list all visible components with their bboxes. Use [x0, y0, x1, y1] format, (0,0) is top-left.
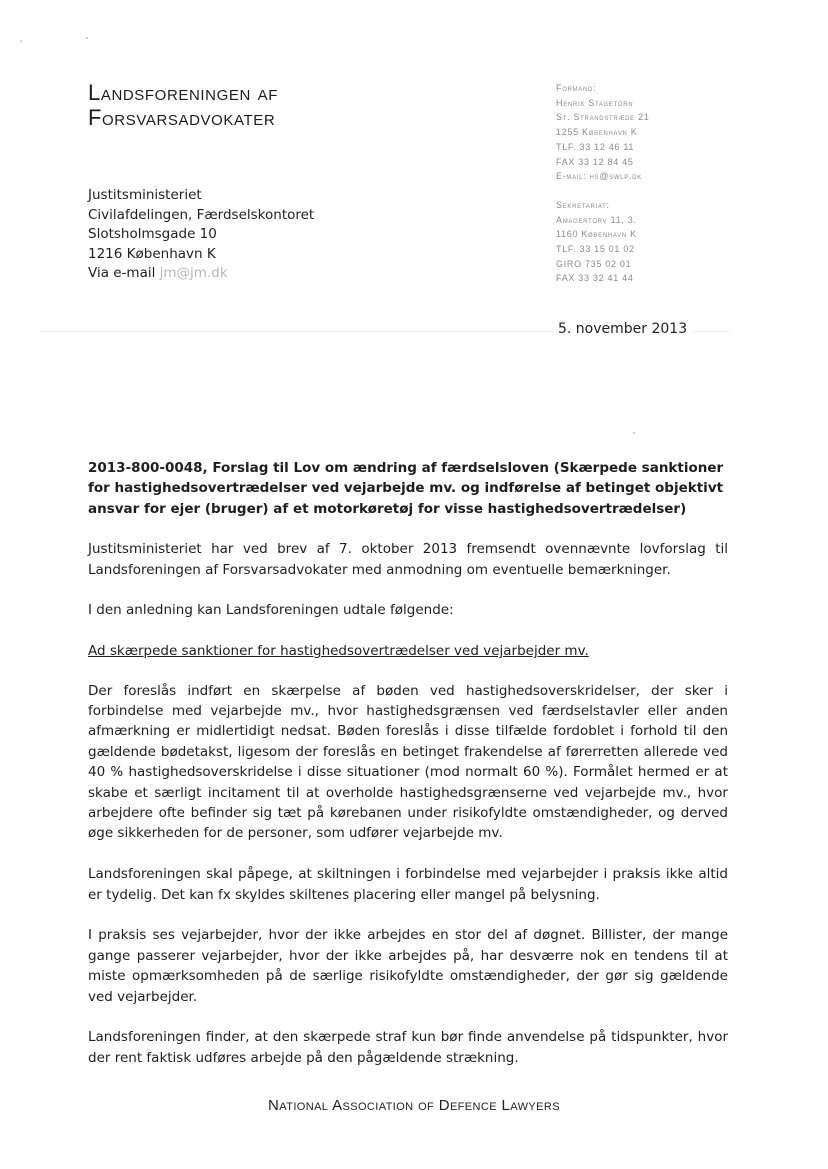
- body-paragraph-2: I den anledning kan Landsforeningen udtale følgende:: [88, 602, 454, 619]
- chair-heading: Formand:: [556, 83, 597, 93]
- recipient-email-line: [88, 264, 388, 284]
- secretariat-heading: Sekretariat:: [556, 199, 610, 210]
- email-prefix: Via e-mail: [88, 265, 160, 282]
- scan-speck: [86, 37, 88, 39]
- recipient-line3: Slotsholmsgade 10: [88, 226, 217, 243]
- body-paragraph-3: Der foreslås indført en skærpelse af bøden ved hastighedsoverskridelser, der sker i forbindelse med vejarbejde mv., hvor hastighedsgrænsen ved færdselstavler eller anden afmærkning er midlertidigt nedsat. Bøden foreslås i disse tilfælde fordoblet i forhold til den gældende bødetakst, ligesom der foreslås en betinget frakendelse af førerretten allerede ved 40 % hastighedsoverskridelse i disse situationer (mod normalt 60 %). Formålet hermed er at skabe et særligt incitament til at overholde hastighedsgrænserne ved vejarbejde mv., hvor arbejdere ofte befinder sig tæt på kørebanen under risikofyldte omstændigheder, og derved øge sikkerheden for de personer, som udfører vejarbejde mv.: [88, 682, 728, 842]
- body-paragraph-1: Justitsministeriet har ved brev af 7. oktober 2013 fremsendt ovennævnte lovforslag til Landsforeningen af Forsvarsadvokater med anmodning om eventuelle bemærkninger.: [88, 541, 728, 578]
- secretariat-phone: TLF. 33 15 01 02: [556, 244, 635, 255]
- chair-email: E-mail: hs@swlp.dk: [556, 171, 642, 182]
- contact-block: [556, 81, 756, 286]
- chair-phone: TLF. 33 12 46 11: [556, 141, 635, 152]
- letter-subject: 2013-800-0048, Forslag til Lov om ændring af færdselsloven (Skærpede sanktioner for hastighedsovertrædelser ved vejarbejde mv. og indførelse af betinget objektivt ansvar for ejer (bruger) af et motorkøretøj for visse hastighedsovertrædelser): [88, 460, 724, 517]
- scan-speck: [20, 40, 22, 42]
- secretariat-fax: FAX 33 32 41 44: [556, 273, 634, 284]
- recipient-line1: Justitsministeriet: [88, 187, 202, 203]
- contact-spacer: [556, 184, 756, 198]
- letter-date: 5. november 2013: [556, 321, 693, 337]
- organization-name-line2: Forsvarsadvokater: [88, 105, 276, 130]
- secretariat-giro: GIRO 735 02 01: [556, 258, 632, 269]
- chair-fax: FAX 33 12 84 45: [556, 156, 634, 167]
- recipient-line2: Civilafdelingen, Færdselskontoret: [88, 206, 315, 223]
- secretariat-city: 1160 København K: [556, 229, 637, 240]
- organization-name-line1: Landsforeningen af: [88, 80, 278, 105]
- recipient-address: [88, 186, 388, 284]
- footer-organization: National Association of Defence Lawyers: [268, 1097, 560, 1114]
- scan-speck: [633, 432, 635, 434]
- section-heading: Ad skærpede sanktioner for hastighedsovertrædelser ved vejarbejder mv.: [88, 643, 589, 660]
- body-paragraph-5: I praksis ses vejarbejder, hvor der ikke arbejdes en stor del af døgnet. Billister, der mange gange passerer vejarbejder, hvor der ikke arbejdes på, har desværre nok en tendens til at miste opmærksomheden på de særlige risikofyldte omstændigheder, der gør sig gældende ved vejarbejder.: [88, 927, 728, 1005]
- secretariat-street: Amagertorv 11, 3.: [556, 214, 637, 225]
- body-paragraph-6: Landsforeningen finder, at den skærpede straf kun bør finde anvendelse på tidspunkter, hvor der rent faktisk udføres arbejde på den pågældende strækning.: [88, 1029, 728, 1066]
- recipient-line4: 1216 København K: [88, 245, 216, 262]
- letter-body: [88, 458, 728, 1089]
- chair-name: Henrik Stagetorn: [556, 97, 634, 108]
- recipient-email-link[interactable]: jm@jm.dk: [159, 265, 228, 282]
- chair-street: St. Strandstræde 21: [556, 112, 650, 123]
- body-paragraph-4: Landsforeningen skal påpege, at skiltningen i forbindelse med vejarbejder i praksis ikke altid er tydelig. Det kan fx skyldes skiltenes placering eller mangel på belysning.: [88, 866, 728, 903]
- organization-name: [88, 80, 508, 130]
- chair-city: 1255 København K: [556, 127, 638, 138]
